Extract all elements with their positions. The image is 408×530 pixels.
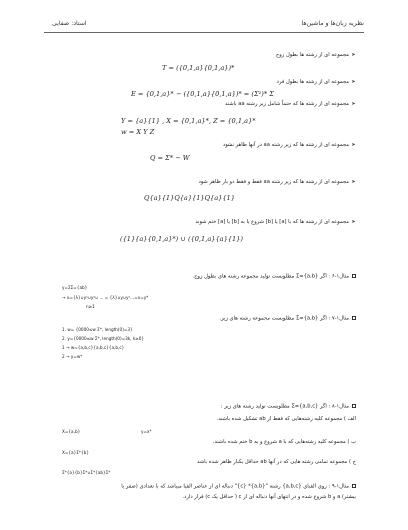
item-not-contains	[223, 143, 356, 148]
item-twice	[198, 180, 356, 185]
item-text: مجموعه ای از رشته ها که زیر رشته aa فقط و فقط دو بار ظاهر شود	[198, 179, 349, 185]
example-7-title	[219, 316, 356, 322]
arrow-bullet-icon: ➤	[351, 52, 356, 58]
math-twice: Q{a}{1}Q{a}{1}Q{a}{1}	[144, 194, 235, 202]
math-not-contains: Q = Σ* − W	[150, 154, 190, 162]
header-divider	[44, 32, 364, 33]
item-text: مجموعه ای از رشته ها که حتماً شامل زیر رشته aa باشند	[224, 101, 349, 107]
item-starts-ends	[195, 220, 356, 225]
example-text: مثال۱-۸ : اگر {a,b,c}=Σ مطلوبست تولید رشته های زیر :	[220, 403, 349, 410]
item-text: مجموعه ای از رشته ها که زیر رشته aa در آنها ظاهر نشود	[222, 142, 349, 148]
ex8-c-math: Σ*{a}{b}Σ*∪Σ*{ab}Σ*	[62, 470, 111, 475]
header-instructor: استاد: صفایی	[52, 20, 87, 27]
ex6-line1: y=ΣΣ={ab}	[62, 285, 88, 290]
ex8-a-math-right: y=x*	[141, 429, 152, 434]
square-bullet-icon	[352, 484, 356, 488]
arrow-bullet-icon: ➤	[351, 179, 356, 185]
square-bullet-icon	[352, 274, 356, 278]
ex8-b-math: X={a}Σ*{b}	[62, 450, 89, 455]
ex7-line1: 1. w= {0000≤w Σ*, length(0)=3}	[62, 327, 133, 332]
ex6-line2: → x={λ}∪y¹∪y²∪ ... = {λ}∪y∪y²...=x=y*	[62, 295, 149, 300]
square-bullet-icon	[352, 404, 356, 408]
item-text: مجموعه ای از رشته ها که با [a] یا [b] شروع یا به [b] یا [a] ختم شوند	[195, 219, 349, 225]
ex6-line3: n≥1	[86, 304, 95, 309]
example-text: مثال۱-۷ : اگر {a,b}=Σ مطلوبست مجموعه رشته های زیر.	[219, 315, 349, 322]
example-8-title	[221, 404, 356, 410]
square-bullet-icon	[352, 316, 356, 320]
math-even: T = ({0,1,a}{0,1,a})*	[162, 64, 235, 72]
example-text: مثال۱-۹ : روی الفبای {a,b,c} رشته "{a,b}* {c}" دنباله ای از عناصر الفبا میباشد که با تعدادی (صفر یا	[121, 483, 349, 490]
example-9-line2: بیشتر) a و b شروع شده و در انتهای آنها دنباله ای از c ( حداقل یک c) قرار دارد.	[182, 494, 356, 500]
ex7-line3: 1 → w={a,b,c}{a,b,c}{a,b,c}	[62, 345, 125, 350]
math-contains-line2: w = X Y Z	[121, 128, 155, 136]
arrow-bullet-icon: ➤	[351, 142, 356, 148]
arrow-bullet-icon: ➤	[351, 101, 356, 107]
item-odd-length	[277, 80, 356, 85]
math-odd: E = {0,1,a}* − ({0,1,a}{0,1,a})* = (Σ²)* Σ	[131, 90, 274, 98]
ex8-part-c: ج ) مجموعه تمامی رشته هایی که در آنها ab حداقل یکبار ظاهر شده باشد	[197, 459, 356, 465]
arrow-bullet-icon: ➤	[351, 79, 356, 85]
item-text: مجموعه ای از رشته ها بطول زوج	[275, 52, 349, 58]
arrow-bullet-icon: ➤	[351, 219, 356, 225]
example-text: مثال۱-۶ : اگر {a,b}=Σ مطلوبست تولید مجموعه رشته های بطول زوج.	[192, 273, 349, 280]
header-course-title: نظریه زبان‌ها و ماشین‌ها	[301, 20, 364, 27]
item-contains	[225, 102, 356, 107]
ex8-part-a: الف ) مجموعه کلیه رشته‌هایی که فقط از ab تشکیل شده باشند.	[216, 416, 356, 422]
math-starts-ends: ({1}{a}{0,1,a}*) ∪ ({0,1,a}{a}{1})	[120, 235, 243, 243]
item-text: مجموعه ای از رشته ها بطول فرد	[276, 79, 349, 85]
item-even-length	[276, 53, 356, 58]
ex7-line2: 2. y={0000≤w Σ*, length(0)=3k, k≥0}	[62, 336, 145, 341]
example-9-line1	[121, 484, 356, 490]
math-contains-line1: Y = {a}{1} , X = {0,1,a}*, Z = {0,1,a}*	[121, 117, 256, 125]
ex7-line4: 2 → y=w*	[62, 354, 83, 359]
ex8-a-math-left: X={a,b}	[62, 429, 81, 434]
example-6-title	[192, 274, 356, 280]
ex8-part-b: ب ) مجموعه کلیه رشته‌هایی که با a شروع و به b ختم شده باشند.	[212, 439, 356, 445]
